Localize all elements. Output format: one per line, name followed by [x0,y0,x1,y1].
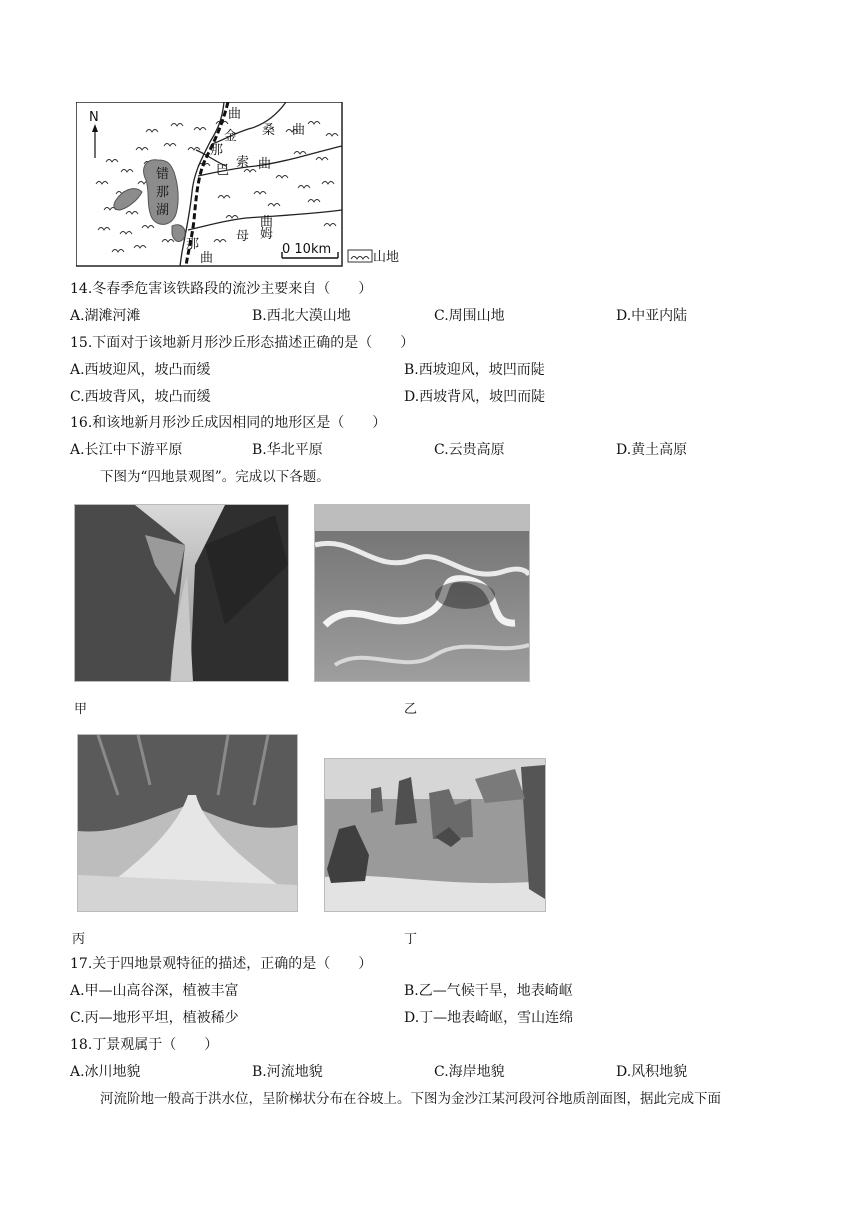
photo-ding-coast [324,758,546,912]
q17-option-c: C.丙—地形平坦，植被稀少 [70,1010,239,1026]
legend-label: 山地 [373,250,400,265]
q18-option-b: B.河流地貌 [252,1064,323,1080]
photo-yi-meander [314,504,530,682]
q18-option-a: A.冰川地貌 [70,1064,141,1080]
q15-option-b: B.西坡迎风，坡凹而陡 [404,362,545,378]
q14-option-d: D.中亚内陆 [616,308,688,324]
scale-bar [282,242,338,258]
lake-map-figure [76,102,406,268]
q15-option-d: D.西坡背风，坡凹而陡 [404,389,546,405]
river-label-jin-1: 曲 [228,107,242,122]
q18-option-c: C.海岸地貌 [434,1064,505,1080]
photo-label-bing: 丙 [72,932,86,947]
river-label-jin-2: 金 [224,129,238,144]
lake-south-bay [172,225,185,242]
photo-label-jia: 甲 [74,702,88,717]
q15-stem: 15.下面对于该地新月形沙丘形态描述正确的是（ ） [70,335,415,351]
q17-option-a: A.甲—山高谷深，植被丰富 [70,983,239,999]
river-label-naba-3: 索 [236,155,250,170]
river-label-naba-2: 巴 [216,163,230,178]
river-label-na-1: 那 [186,237,200,252]
lake-label-2: 那 [156,185,170,200]
q14-stem: 14.冬春季危害该铁路段的流沙主要来自（ ） [70,281,373,297]
q16-option-b: B.华北平原 [252,442,323,458]
q14-option-c: C.周围山地 [434,308,505,324]
river-label-mumu-1: 母 [236,229,250,244]
q17-option-b: B.乙—气候干旱，地表崎岖 [404,983,573,999]
lake-label-1: 错 [156,167,170,182]
river-label-naba-1: 那 [210,143,224,158]
river-label-jin-4: 曲 [292,123,306,138]
q15-option-a: A.西坡迎风，坡凸而缓 [70,362,211,378]
photo-label-yi: 乙 [404,702,418,717]
map-legend [348,249,399,265]
river-label-mumu-2: 姆 [260,227,274,242]
q16-option-d: D.黄土高原 [616,442,688,458]
north-label: N [89,110,99,125]
q17-option-d: D.丁—地表崎岖，雪山连绵 [404,1010,574,1026]
river-label-jin-3: 桑 [262,123,276,138]
photo-bing-alluvial-fan [77,734,298,912]
closing-paragraph: 河流阶地一般高于洪水位，呈阶梯状分布在谷坡上。下图为金沙江某河段河谷地质剖面图，据此完成下面 [100,1091,721,1107]
photo-label-ding: 丁 [404,932,418,947]
q18-option-d: D.风积地貌 [616,1064,688,1080]
photo-jia-canyon [74,504,289,682]
river-label-naba-4: 曲 [258,157,272,172]
q15-option-c: C.西坡背风，坡凸而缓 [70,389,211,405]
river-label-na-2: 曲 [200,251,214,266]
q16-option-c: C.云贵高原 [434,442,505,458]
landscape-intro: 下图为“四地景观图”。完成以下各题。 [100,469,330,485]
q16-option-a: A.长江中下游平原 [70,442,183,458]
q17-stem: 17.关于四地景观特征的描述，正确的是（ ） [70,956,373,972]
lake-label-3: 湖 [156,203,170,218]
scale-label: 0 10km [282,242,332,257]
q18-stem: 18.丁景观属于（ ） [70,1037,219,1053]
q14-option-b: B.西北大漠山地 [252,308,351,324]
q16-stem: 16.和该地新月形沙丘成因相同的地形区是（ ） [70,415,387,431]
river-label-mumu-3: 曲 [260,215,274,230]
q14-option-a: A.湖滩河滩 [70,308,141,324]
